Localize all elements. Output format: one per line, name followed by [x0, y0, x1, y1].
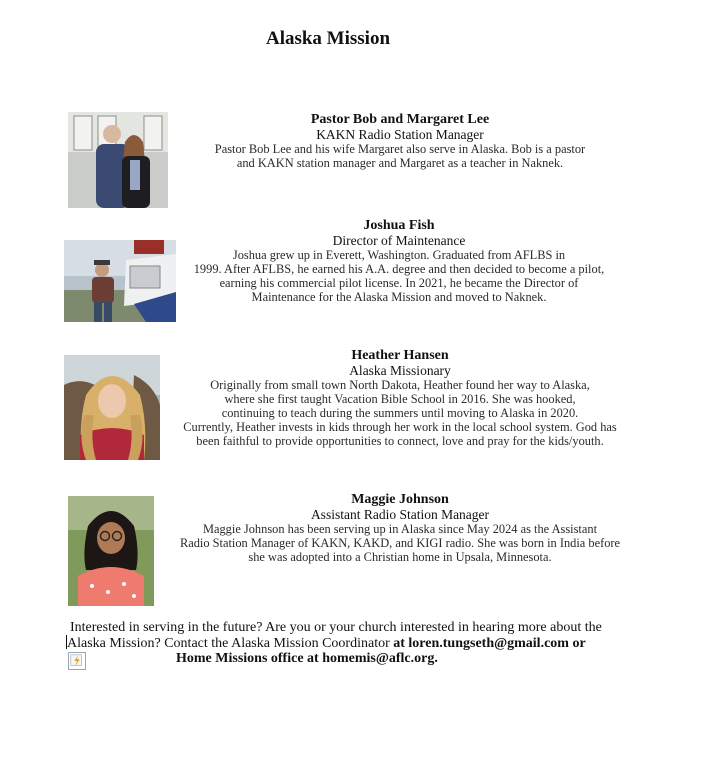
- entry-name: Heather Hansen: [351, 348, 449, 363]
- bio-line: Maggie Johnson has been serving up in Alaska since May 2024 as the Assistant: [202, 522, 598, 536]
- woman-portrait-photo: [64, 355, 160, 460]
- footer-line-3: [64, 651, 644, 666]
- footer-line-1: Interested in serving in the future? Are you or your church interested in hearing more about the: [70, 620, 602, 635]
- bio-line: Maintenance for the Alaska Mission and moved to Naknek.: [251, 290, 547, 304]
- bio-line: and KAKN station manager and Margaret as a teacher in Naknek.: [236, 156, 564, 170]
- entry-bio: [162, 378, 638, 448]
- bio-line: she was adopted into a Christian home in Upsala, Minnesota.: [248, 550, 552, 564]
- entry-bio: [178, 248, 620, 304]
- bio-line: earning his commercial pilot license. In 2021, he became the Director of: [219, 276, 579, 290]
- bio-line: Originally from small town North Dakota, Heather found her way to Alaska,: [210, 378, 590, 392]
- bio-line: Pastor Bob Lee and his wife Margaret also serve in Alaska. Bob is a pastor: [214, 142, 586, 156]
- footer-line-2: [64, 635, 644, 651]
- bio-line: continuing to teach during the summers until moving to Alaska in 2020.: [221, 406, 579, 420]
- bio-line: Radio Station Manager of KAKN, KAKD, and KIGI radio. She was born in India before: [179, 536, 621, 550]
- bio-line: Currently, Heather invests in kids through her work in the local school system. God has: [183, 420, 617, 434]
- bio-line: Joshua grew up in Everett, Washington. Graduated from AFLBS in: [232, 248, 566, 262]
- entry-bio: [170, 522, 630, 564]
- entry-maggie-johnson: [170, 492, 630, 564]
- entry-joshua-fish: [178, 218, 620, 304]
- entry-name: Maggie Johnson: [351, 492, 449, 507]
- home-missions-email[interactable]: Home Missions office at homemis@aflc.org.: [176, 651, 438, 666]
- footer-line-2-text: Alaska Mission? Contact the Alaska Mission Coordinator: [67, 636, 394, 651]
- couple-photo: [68, 112, 168, 208]
- entry-role: Director of Maintenance: [332, 233, 466, 248]
- entry-role: Assistant Radio Station Manager: [310, 507, 490, 522]
- man-with-airplane-photo: [64, 240, 176, 322]
- coordinator-email[interactable]: at loren.tungseth@gmail.com or: [393, 636, 586, 651]
- contact-footer: [64, 620, 644, 666]
- woman-with-glasses-photo: [68, 496, 154, 606]
- entry-name: Joshua Fish: [363, 218, 435, 233]
- page-title: Alaska Mission: [265, 28, 391, 49]
- bio-line: 1999. After AFLBS, he earned his A.A. degree and then decided to become a pilot,: [193, 262, 605, 276]
- entry-bio: [170, 142, 630, 170]
- bio-line: been faithful to provide opportunities to connect, love and pray for the kids/youth.: [196, 434, 604, 448]
- entry-name: Pastor Bob and Margaret Lee: [310, 112, 490, 127]
- entry-bob-margaret-lee: [170, 112, 630, 170]
- entry-role: Alaska Missionary: [349, 363, 451, 378]
- entry-heather-hansen: [162, 348, 638, 448]
- bio-line: where she first taught Vacation Bible School in 2016. She was hooked,: [224, 392, 576, 406]
- entry-role: KAKN Radio Station Manager: [316, 127, 484, 142]
- broken-image-icon: [68, 652, 86, 670]
